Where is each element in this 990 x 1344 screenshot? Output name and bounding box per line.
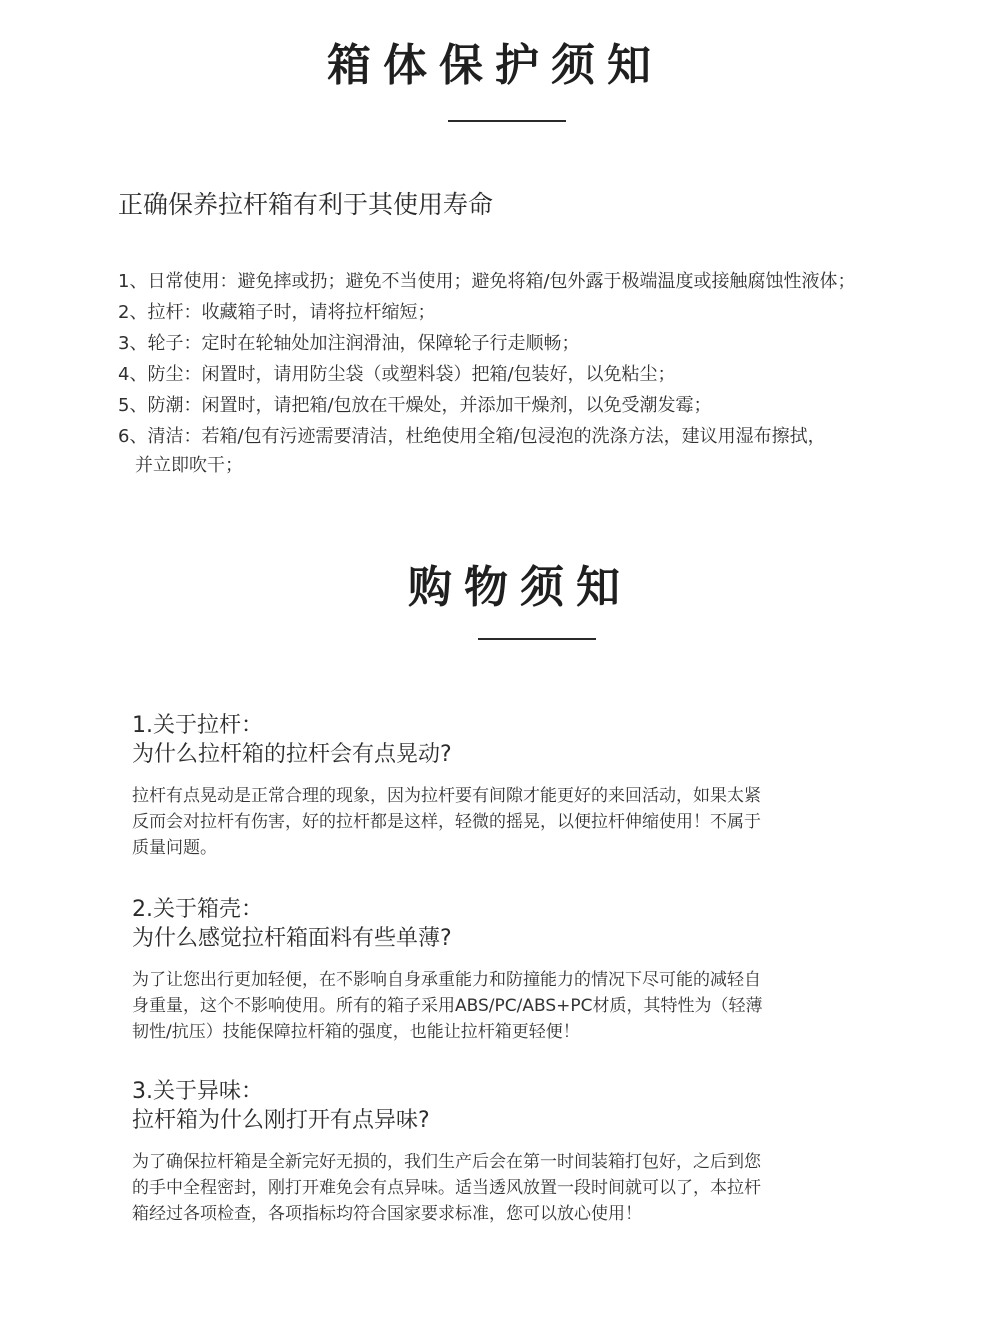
care-section-title: 箱体保护须知 [327, 40, 663, 91]
faq-heading: 3.关于异味： [132, 1079, 263, 1104]
faq-item [132, 896, 812, 1045]
care-item-continuation: 并立即吹干； [135, 455, 243, 476]
title-underline [448, 120, 566, 122]
title-underline [478, 638, 596, 640]
care-item: 3、轮子：定时在轮轴处加注润滑油，保障轮子行走顺畅； [118, 333, 580, 354]
care-item: 6、清洁：若箱/包有污迹需要清洁，杜绝使用全箱/包浸泡的洗涤方法，建议用湿布擦拭， [118, 426, 826, 447]
care-item: 4、防尘：闲置时，请用防尘袋（或塑料袋）把箱/包装好，以免粘尘； [118, 364, 676, 385]
faq-item [132, 712, 812, 861]
faq-answer-line: 为了让您出行更加轻便，在不影响自身承重能力和防撞能力的情况下尽可能的减轻自 [132, 970, 761, 990]
care-item: 2、拉杆：收藏箱子时，请将拉杆缩短； [118, 302, 436, 323]
care-item: 5、防潮：闲置时，请把箱/包放在干燥处，并添加干燥剂，以免受潮发霉； [118, 395, 712, 416]
faq-answer-line: 身重量，这个不影响使用。所有的箱子采用ABS/PC/ABS+PC材质，其特性为（轻薄 [132, 996, 763, 1016]
faq-item [132, 1078, 812, 1227]
faq-answer-line: 拉杆有点晃动是正常合理的现象，因为拉杆要有间隙才能更好的来回活动，如果太紧 [132, 786, 761, 806]
faq-question: 拉杆箱为什么刚打开有点异味? [132, 1108, 430, 1133]
faq-heading: 1.关于拉杆： [132, 713, 263, 738]
care-subtitle: 正确保养拉杆箱有利于其使用寿命 [118, 190, 494, 219]
faq-answer-line: 箱经过各项检查，各项指标均符合国家要求标准，您可以放心使用！ [132, 1204, 642, 1224]
faq-answer-line: 的手中全程密封，刚打开难免会有点异味。适当透风放置一段时间就可以了，本拉杆 [132, 1178, 761, 1198]
faq-heading: 2.关于箱壳： [132, 897, 263, 922]
faq-question: 为什么拉杆箱的拉杆会有点晃动? [132, 742, 452, 767]
shopping-section-title: 购物须知 [408, 562, 632, 613]
faq-answer-line: 韧性/抗压）技能保障拉杆箱的强度，也能让拉杆箱更轻便！ [132, 1022, 580, 1042]
faq-answer-line: 为了确保拉杆箱是全新完好无损的，我们生产后会在第一时间装箱打包好，之后到您 [132, 1152, 761, 1172]
faq-answer [132, 967, 812, 1045]
care-list [118, 266, 938, 479]
faq-answer [132, 1149, 812, 1227]
faq-answer-line: 质量问题。 [132, 838, 217, 858]
faq-answer-line: 反而会对拉杆有伤害，好的拉杆都是这样，轻微的摇晃，以便拉杆伸缩使用！不属于 [132, 812, 761, 832]
care-item: 1、日常使用：避免摔或扔；避免不当使用；避免将箱/包外露于极端温度或接触腐蚀性液体； [118, 271, 856, 292]
faq-question: 为什么感觉拉杆箱面料有些单薄? [132, 926, 452, 951]
faq-answer [132, 783, 812, 861]
